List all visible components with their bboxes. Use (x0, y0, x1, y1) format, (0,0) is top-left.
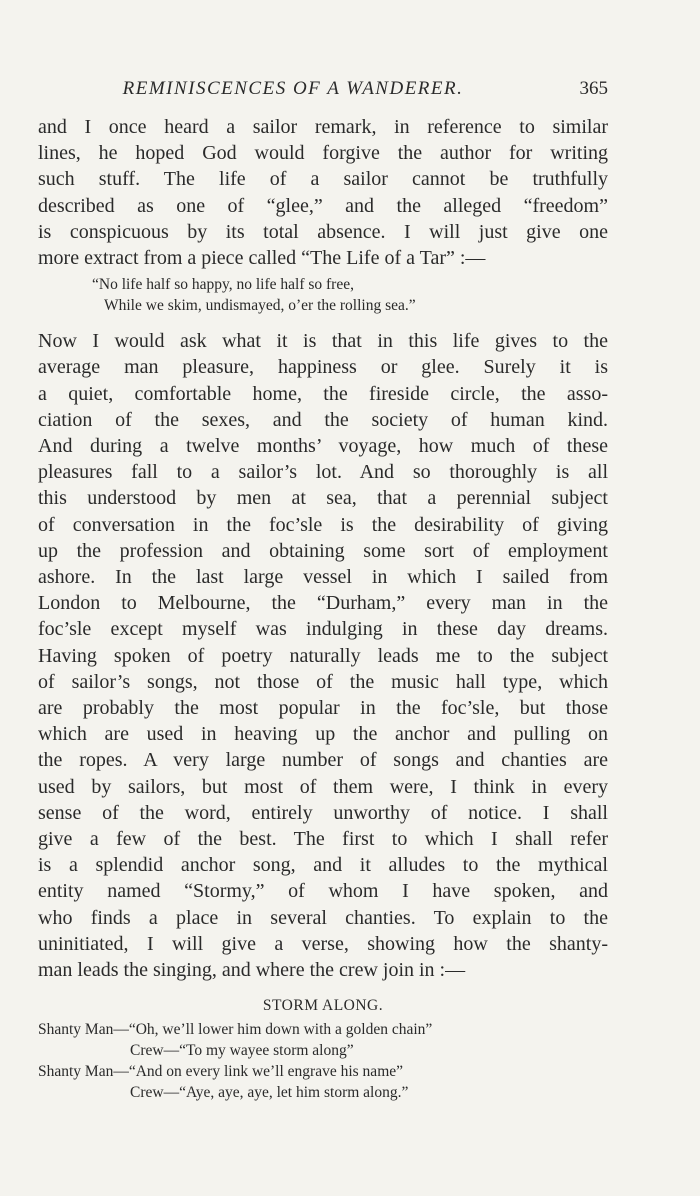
text-line: this understood by men at sea, that a perennial subject (38, 487, 608, 510)
song-line-shanty-man: Shanty Man—“Oh, we’ll lower him down with a golden chain” (38, 1021, 433, 1039)
paragraph-1 (38, 114, 608, 271)
text-line: described as one of “glee,” and the alleged “freedom” (38, 194, 608, 217)
text-line: a quiet, comfortable home, the fireside circle, the asso- (38, 382, 608, 405)
text-line: lines, he hoped God would forgive the author for writing (38, 142, 608, 165)
text-line: of sailor’s songs, not those of the music hall type, which (38, 670, 608, 693)
text-line: entity named “Stormy,” of whom I have spoken, and (38, 880, 608, 903)
song-lyrics (38, 1019, 608, 1103)
text-line: uninitiated, I will give a verse, showing how the shanty- (38, 932, 608, 955)
text-line: man leads the singing, and where the crew join in :— (38, 959, 466, 982)
text-line: who finds a place in several chanties. To explain to the (38, 906, 608, 929)
text-line: ciation of the sexes, and the society of human kind. (38, 408, 608, 431)
text-line: pleasures fall to a sailor’s lot. And so thoroughly is all (38, 461, 608, 484)
verse-line: “No life half so happy, no life half so free, (92, 276, 354, 294)
verse-line: While we skim, undismayed, o’er the rolling sea.” (104, 297, 416, 315)
text-line: of conversation in the foc’sle is the desirability of giving (38, 513, 608, 536)
page-number: 365 (579, 78, 608, 99)
text-line: Having spoken of poetry naturally leads me to the subject (38, 644, 608, 667)
text-line: used by sailors, but most of them were, I think in every (38, 775, 608, 798)
text-line: such stuff. The life of a sailor cannot be truthfully (38, 168, 608, 191)
quoted-verse (92, 274, 608, 316)
text-line: is a splendid anchor song, and it alludes to the mythical (38, 854, 608, 877)
text-line: which are used in heaving up the anchor and pulling on (38, 723, 608, 746)
paragraph-2 (38, 328, 608, 983)
book-page (38, 78, 608, 1103)
text-line: give a few of the best. The first to which I shall refer (38, 828, 608, 851)
text-line: average man pleasure, happiness or glee. Surely it is (38, 356, 608, 379)
text-line: and I once heard a sailor remark, in reference to similar (38, 116, 608, 138)
text-line: London to Melbourne, the “Durham,” every man in the (38, 592, 608, 615)
text-line: the ropes. A very large number of songs and chanties are (38, 749, 608, 772)
text-line: And during a twelve months’ voyage, how much of these (38, 435, 608, 458)
song-line-crew: Crew—“Aye, aye, aye, let him storm along.” (130, 1084, 409, 1102)
page-header (38, 78, 608, 114)
text-line: more extract from a piece called “The Life of a Tar” :— (38, 247, 486, 270)
text-line: is conspicuous by its total absence. I will just give one (38, 220, 608, 243)
running-title: REMINISCENCES OF A WANDERER. (122, 78, 464, 99)
song-line-shanty-man: Shanty Man—“And on every link we’ll engrave his name” (38, 1063, 404, 1081)
text-line: are probably the most popular in the foc’sle, but those (38, 697, 608, 720)
text-line: sense of the word, entirely unworthy of notice. I shall (38, 801, 608, 824)
text-line: ashore. In the last large vessel in which I sailed from (38, 566, 608, 589)
song-title: STORM ALONG. (262, 997, 384, 1015)
text-line: Now I would ask what it is that in this life gives to the (38, 330, 608, 353)
text-line: foc’sle except myself was indulging in these day dreams. (38, 618, 608, 641)
song-line-crew: Crew—“To my wayee storm along” (130, 1042, 354, 1060)
text-line: up the profession and obtaining some sort of employment (38, 539, 608, 562)
